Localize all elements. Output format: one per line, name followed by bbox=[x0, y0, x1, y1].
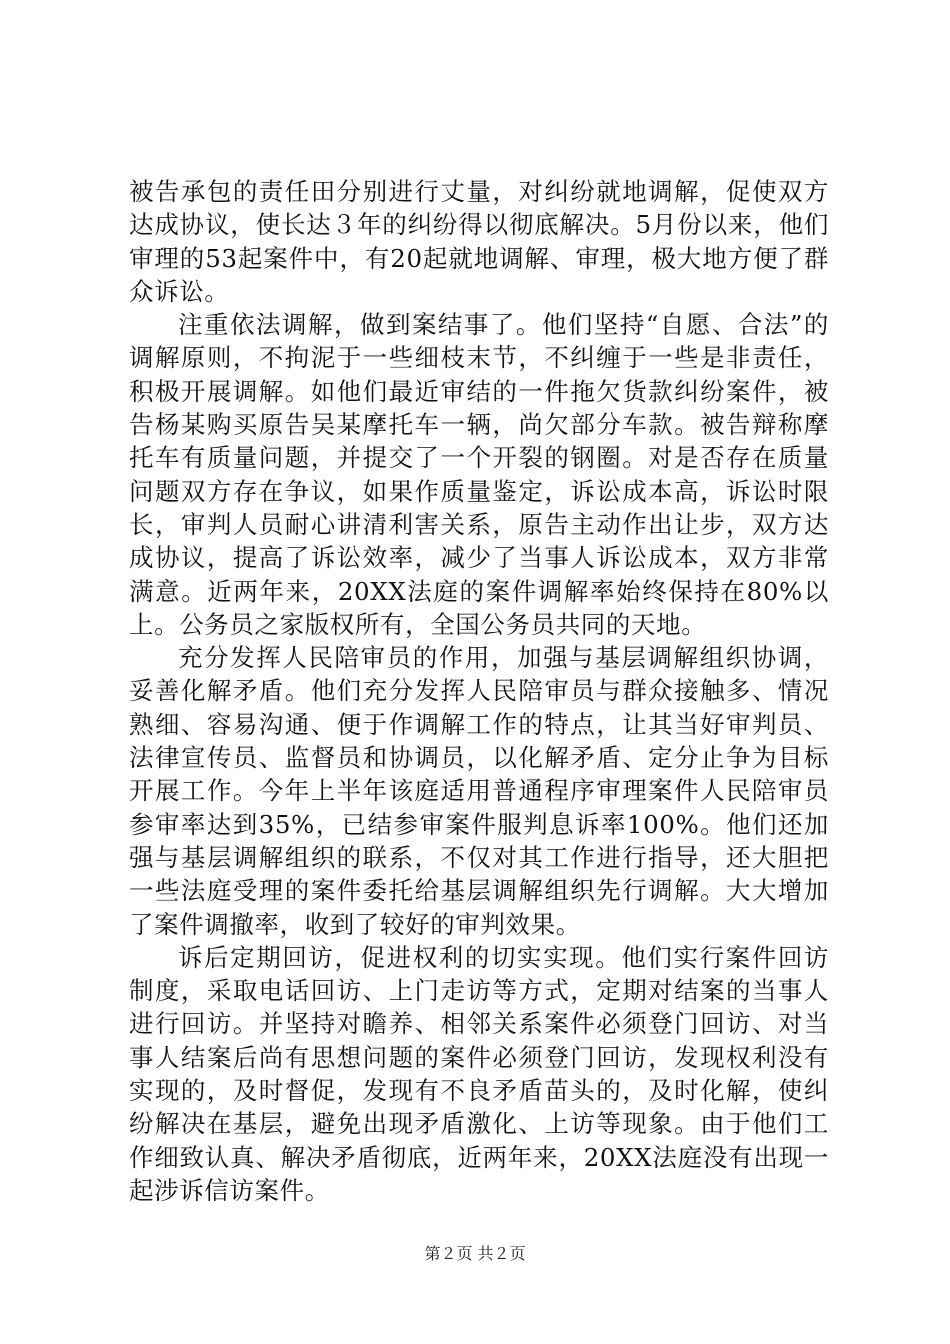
paragraph-follow-up-visits: 诉后定期回访，促进权利的切实实现。他们实行案件回访制度，采取电话回访、上门走访等方式，定期对结案的当事人进行回访。并坚持对瞻养、相邻关系案件必须登门回访、对当事人结案后尚有思想问题的案件必须登门回访，发现权利没有实现的，及时督促，发现有不良矛盾苗头的，及时化解，使纠纷解决在基层，避免出现矛盾激化、上访等现象。由于他们工作细致认真、解决矛盾彻底，近两年来，20XX法庭没有出现一起涉诉信访案件。 bbox=[129, 942, 829, 1205]
page-number-footer: 第２页 共２页 bbox=[424, 1244, 526, 1263]
paragraph-people-jurors: 充分发挥人民陪审员的作用，加强与基层调解组织协调，妥善化解矛盾。他们充分发挥人民陪审员与群众接触多、情况熟细、容易沟通、便于作调解工作的特点，让其当好审判员、法律宣传员、监督员和协调员，以化解矛盾、定分止争为目标开展工作。今年上半年该庭适用普通程序审理案件人民陪审员参审率达到35%，已结参审案件服判息诉率100%。他们还加强与基层调解组织的联系，不仅对其工作进行指导，还大胆把一些法庭受理的案件委托给基层调解组织先行调解。大大增加了案件调撤率，收到了较好的审判效果。 bbox=[129, 643, 829, 939]
paragraph-mediation-by-law: 注重依法调解，做到案结事了。他们坚持“自愿、合法”的调解原则，不拘泥于一些细枝末节，不纠缠于一些是非责任，积极开展调解。如他们最近审结的一件拖欠货款纠纷案件，被告杨某购买原告吴某摩托车一辆，尚欠部分车款。被告辩称摩托车有质量问题，并提交了一个开裂的钢圈。对是否存在质量问题双方存在争议，如果作质量鉴定，诉讼成本高，诉讼时限长，审判人员耐心讲清利害关系，原告主动作出让步，双方达成协议，提高了诉讼效率，减少了当事人诉讼成本，双方非常满意。近两年来，20XX法庭的案件调解率始终保持在80%以上。公务员之家版权所有，全国公务员共同的天地。 bbox=[129, 310, 829, 639]
paragraph-continuation: 被告承包的责任田分别进行丈量，对纠纷就地调解，促使双方达成协议，使长达３年的纠纷得以彻底解决。5月份以来，他们审理的53起案件中，有20起就地调解、审理，极大地方便了群众诉讼。 bbox=[129, 177, 829, 306]
document-body bbox=[129, 175, 829, 1207]
